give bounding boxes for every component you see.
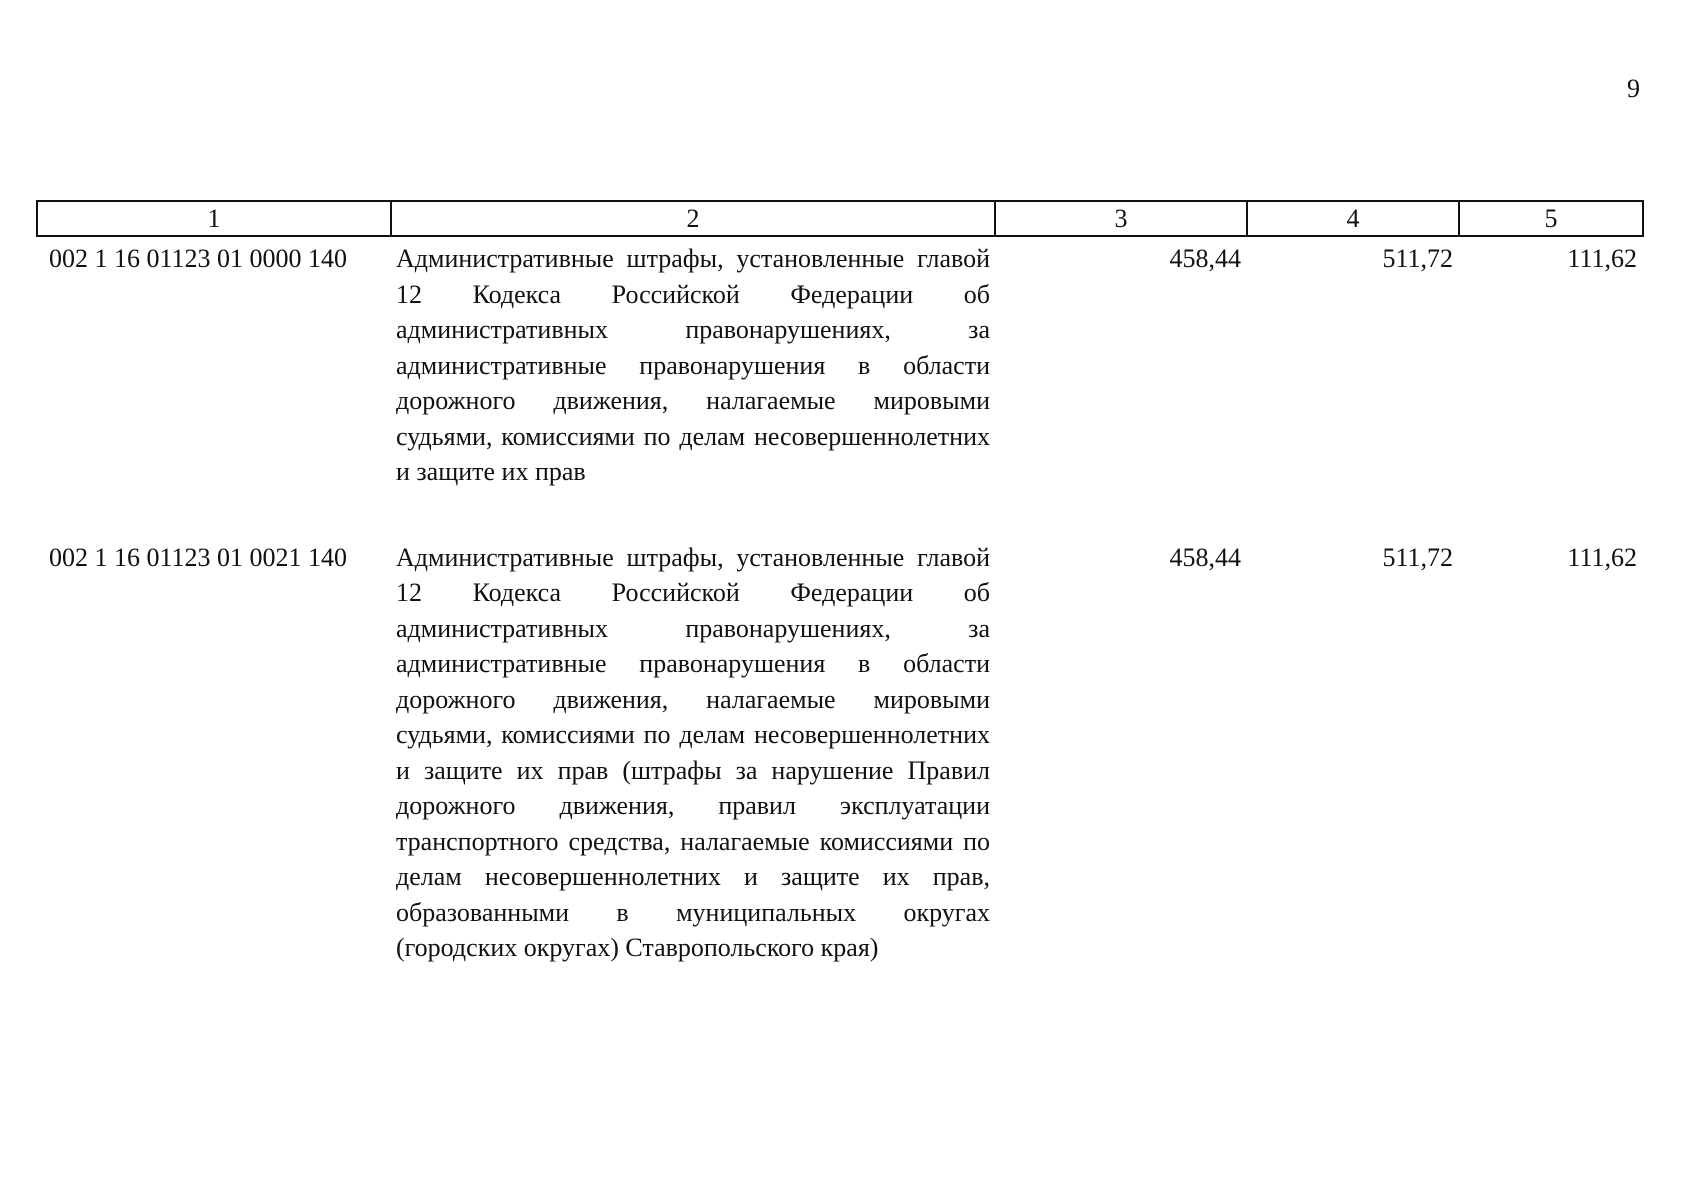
row-value-col4: 511,72: [1382, 542, 1453, 572]
column-header-1: 1: [37, 201, 391, 236]
column-header-5: 5: [1459, 201, 1643, 236]
column-header-4: 4: [1247, 201, 1459, 236]
column-header-3: 3: [995, 201, 1247, 236]
budget-table-container: [36, 200, 1642, 966]
page-number: 9: [1627, 74, 1640, 103]
table-row: [37, 536, 1643, 966]
row-value-col4: 511,72: [1382, 244, 1453, 273]
row-value-col5: 111,62: [1567, 542, 1637, 572]
row-value-col5: 111,62: [1567, 244, 1637, 273]
budget-table: [36, 200, 1644, 966]
column-header-2: 2: [391, 201, 995, 236]
row-description: Административные штрафы, установленные главой 12 Кодекса Российской Федерации об административных правонарушениях, за административные правонарушения в области дорожного движения, налагаемые мировыми судьями, комиссиями по делам несовершеннолетних и защите их прав (штрафы за нарушение Правил дорожного движения, правил эксплуатации транспортного средства, налагаемые комиссиями по делам несовершеннолетних и защите их прав, образованными в муниципальных округах (городских округах) Ставропольского края): [396, 542, 990, 962]
row-code: 002 1 16 01123 01 0000 140: [49, 244, 348, 273]
row-value-col3: 458,44: [1169, 244, 1241, 273]
row-code: 002 1 16 01123 01 0021 140: [49, 542, 348, 572]
row-value-col3: 458,44: [1169, 542, 1241, 572]
row-description: Административные штрафы, установленные главой 12 Кодекса Российской Федерации об административных правонарушениях, за административные правонарушения в области дорожного движения, налагаемые мировыми судьями, комиссиями по делам несовершеннолетних и защите их прав: [396, 244, 990, 486]
table-row: [37, 236, 1643, 536]
table-header-row: [37, 201, 1643, 236]
